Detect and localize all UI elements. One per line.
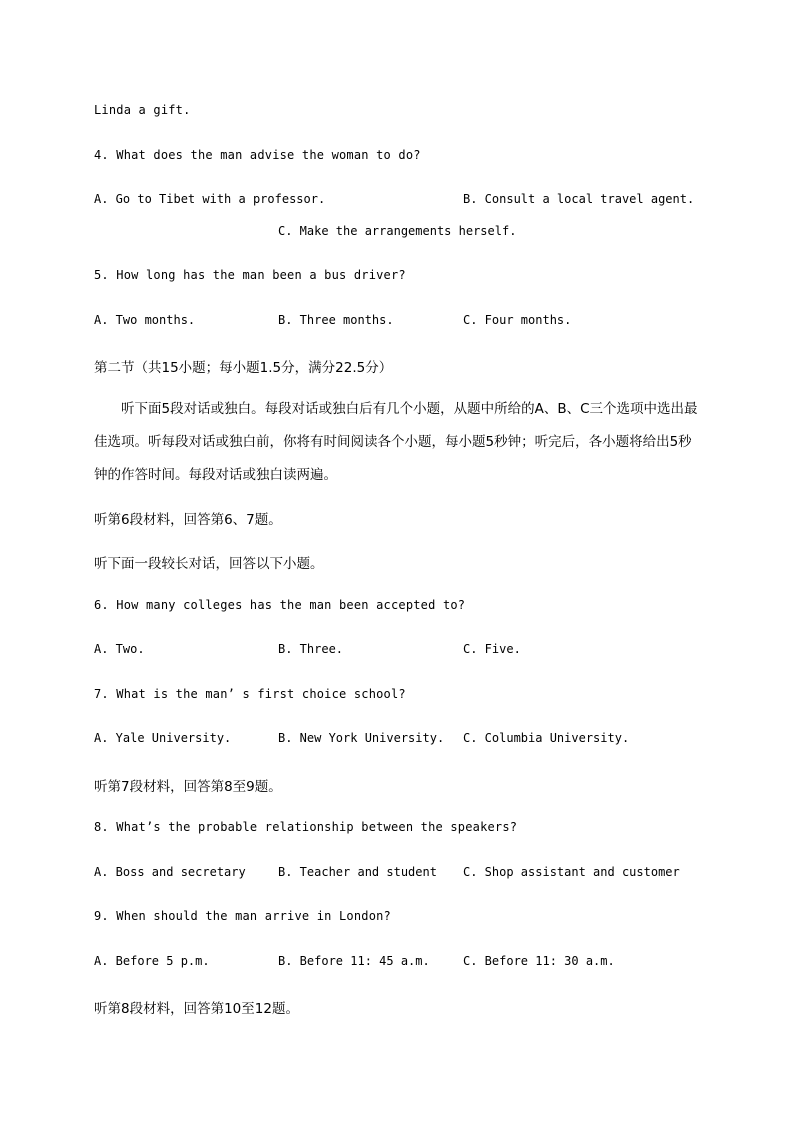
question-6: 6. How many colleges has the man been accepted to? bbox=[94, 598, 466, 612]
option-7b: B. New York University. bbox=[278, 731, 445, 745]
option-4b: B. Consult a local travel agent. bbox=[463, 192, 695, 206]
text-line: Linda a gift. bbox=[94, 103, 191, 117]
option-4c: C. Make the arrangements herself. bbox=[278, 224, 517, 238]
question-9: 9. When should the man arrive in London? bbox=[94, 909, 391, 923]
option-4a: A. Go to Tibet with a professor. bbox=[94, 192, 326, 206]
option-5a: A. Two months. bbox=[94, 313, 196, 327]
option-6b: B. Three. bbox=[278, 642, 344, 656]
question-7: 7. What is the man’ s first choice school? bbox=[94, 687, 406, 701]
option-6c: C. Five. bbox=[463, 642, 521, 656]
instructions-paragraph: 听下面5段对话或独白。每段对话或独白后有几个小题，从题中所给的A、B、C三个选项中选出最佳选项。听每段对话或独白前，你将有时间阅读各个小题，每小题5秒钟；听完后，各小题将给出5秒钟的作答时间。每段对话或独白读两遍。 bbox=[94, 401, 698, 483]
option-8a: A. Boss and secretary bbox=[94, 865, 246, 879]
option-5c: C. Four months. bbox=[463, 313, 572, 327]
option-8b: B. Teacher and student bbox=[278, 865, 437, 879]
option-9b: B. Before 11: 45 a.m. bbox=[278, 954, 430, 968]
option-9a: A. Before 5 p.m. bbox=[94, 954, 210, 968]
question-4: 4. What does the man advise the woman to do? bbox=[94, 148, 421, 162]
material-8-heading: 听第8段材料，回答第10至12题。 bbox=[94, 1001, 299, 1017]
option-9c: C. Before 11: 30 a.m. bbox=[463, 954, 615, 968]
question-5: 5. How long has the man been a bus driver? bbox=[94, 268, 406, 282]
option-5b: B. Three months. bbox=[278, 313, 394, 327]
material-6-subheading: 听下面一段较长对话，回答以下小题。 bbox=[94, 556, 324, 572]
option-8c: C. Shop assistant and customer bbox=[463, 865, 680, 879]
material-7-heading: 听第7段材料，回答第8至9题。 bbox=[94, 779, 282, 795]
material-6-heading: 听第6段材料，回答第6、7题。 bbox=[94, 512, 282, 528]
option-6a: A. Two. bbox=[94, 642, 145, 656]
option-7c: C. Columbia University. bbox=[463, 731, 630, 745]
section-heading: 第二节（共15小题；每小题1.5分，满分22.5分） bbox=[94, 360, 393, 376]
option-7a: A. Yale University. bbox=[94, 731, 232, 745]
question-8: 8. What’s the probable relationship between the speakers? bbox=[94, 820, 518, 834]
